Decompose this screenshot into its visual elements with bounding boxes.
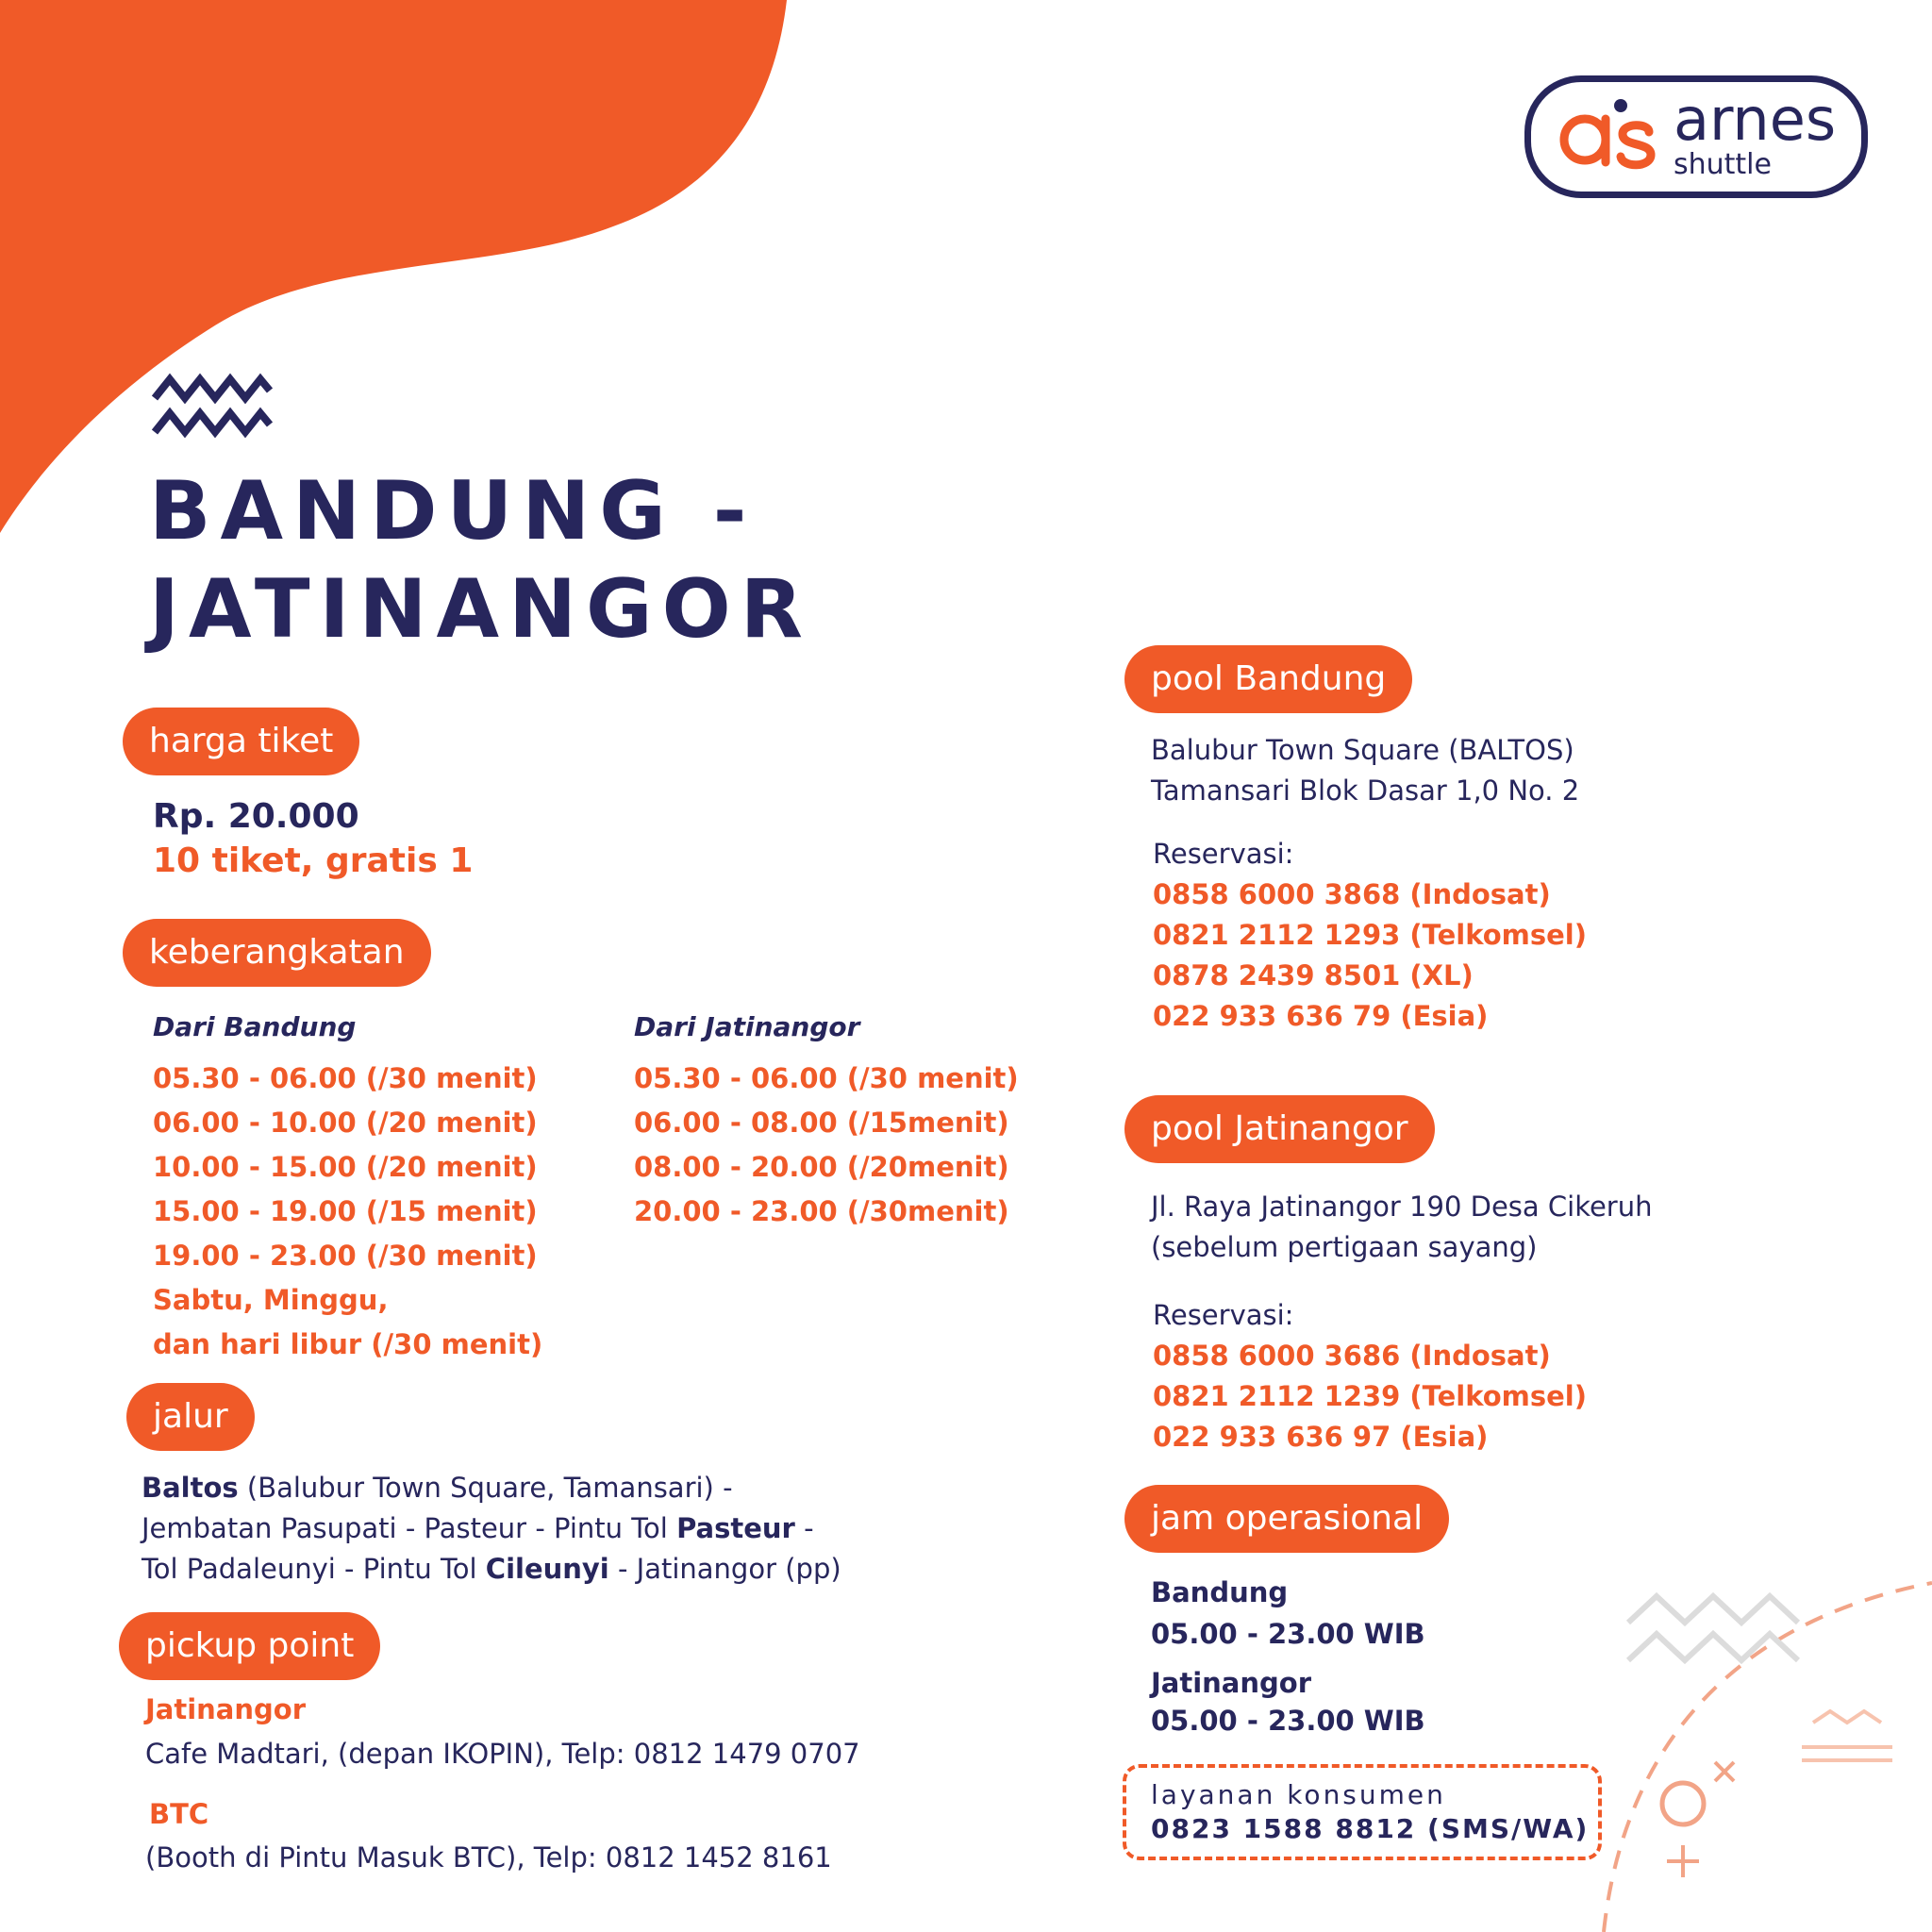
phone-number: 0878 2439 8501 (XL) — [1153, 959, 1474, 991]
address-line: Jl. Raya Jatinangor 190 Desa Cikeruh — [1151, 1191, 1653, 1223]
pool-bandung-address — [1151, 730, 1579, 811]
keberangkatan-pill: keberangkatan — [123, 919, 431, 987]
schedule-item: 19.00 - 23.00 (/30 menit) — [153, 1240, 538, 1272]
route-stop-cileunyi: Cileunyi — [485, 1553, 609, 1585]
pickup-btc-desc: (Booth di Pintu Masuk BTC), Telp: 0812 1452 8161 — [145, 1841, 832, 1874]
hours-jatinangor-time: 05.00 - 23.00 WIB — [1151, 1705, 1425, 1737]
schedule-jatinangor-list — [634, 1057, 1019, 1234]
schedule-item: 05.30 - 06.00 (/30 menit) — [634, 1062, 1019, 1094]
route-text: (Balubur Town Square, Tamansari) - — [238, 1472, 733, 1504]
address-line: Balubur Town Square (BALTOS) — [1151, 734, 1574, 766]
route-text: - Jatinangor (pp) — [608, 1553, 841, 1585]
harga-tiket-pill: harga tiket — [123, 708, 359, 775]
address-line: Tamansari Blok Dasar 1,0 No. 2 — [1151, 774, 1580, 807]
ticket-promo: 10 tiket, gratis 1 — [153, 841, 474, 880]
customer-service-number: 0823 1588 8812 (SMS/WA) — [1151, 1813, 1590, 1844]
pool-bandung-phones — [1153, 874, 1587, 1037]
hours-bandung-time: 05.00 - 23.00 WIB — [1151, 1618, 1425, 1650]
schedule-item: dan hari libur (/30 menit) — [153, 1328, 543, 1360]
schedule-item: 10.00 - 15.00 (/20 menit) — [153, 1151, 538, 1183]
ticket-price: Rp. 20.000 — [153, 797, 359, 836]
schedule-item: 06.00 - 10.00 (/20 menit) — [153, 1107, 538, 1139]
pool-jatinangor-address — [1151, 1187, 1653, 1268]
schedule-item: 20.00 - 23.00 (/30menit) — [634, 1195, 1009, 1227]
hours-bandung-name: Bandung — [1151, 1576, 1289, 1608]
title-line-1: BANDUNG - — [149, 464, 757, 558]
phone-number: 022 933 636 79 (Esia) — [1153, 1000, 1489, 1032]
pickup-jatinangor-desc: Cafe Madtari, (depan IKOPIN), Telp: 0812 1479 0707 — [145, 1738, 860, 1770]
address-line: (sebelum pertigaan sayang) — [1151, 1231, 1538, 1263]
logo-subtitle: shuttle — [1674, 148, 1772, 181]
pool-bandung-reservasi-label: Reservasi: — [1153, 838, 1294, 870]
schedule-bandung-heading: Dari Bandung — [153, 1011, 357, 1042]
phone-number: 0858 6000 3686 (Indosat) — [1153, 1340, 1551, 1372]
pickup-btc-name: BTC — [149, 1798, 209, 1830]
zigzag-icon — [151, 370, 274, 440]
customer-service-label: layanan konsumen — [1151, 1779, 1446, 1810]
title-line-2: JATINANGOR — [149, 562, 812, 657]
logo-mark — [1547, 94, 1660, 179]
route-stop-pasteur: Pasteur — [676, 1512, 795, 1544]
phone-number: 0858 6000 3868 (Indosat) — [1153, 878, 1551, 910]
route-text: Tol Padaleunyi - Pintu Tol — [142, 1553, 486, 1585]
phone-number: 0821 2112 1239 (Telkomsel) — [1153, 1380, 1587, 1412]
route-text: Jembatan Pasupati - Pasteur - Pintu Tol — [142, 1512, 677, 1544]
page-title — [149, 462, 812, 658]
schedule-item: 08.00 - 20.00 (/20menit) — [634, 1151, 1009, 1183]
schedule-item: 05.30 - 06.00 (/30 menit) — [153, 1062, 538, 1094]
route-description — [142, 1468, 841, 1590]
hours-jatinangor-name: Jatinangor — [1151, 1667, 1312, 1699]
pickup-jatinangor-name: Jatinangor — [145, 1693, 307, 1725]
jam-operasional-pill: jam operasional — [1124, 1485, 1449, 1553]
phone-number: 022 933 636 97 (Esia) — [1153, 1421, 1489, 1453]
schedule-jatinangor-heading: Dari Jatinangor — [634, 1011, 860, 1042]
logo-wordmark: arnes — [1674, 85, 1837, 154]
schedule-bandung-list — [153, 1057, 542, 1367]
route-stop-baltos: Baltos — [142, 1472, 239, 1504]
pool-jatinangor-pill: pool Jatinangor — [1124, 1095, 1435, 1163]
pickup-point-pill: pickup point — [119, 1612, 380, 1680]
decor-zigzag-icon — [1628, 1596, 1798, 1660]
jalur-pill: jalur — [126, 1383, 255, 1451]
schedule-item: 06.00 - 08.00 (/15menit) — [634, 1107, 1009, 1139]
pool-bandung-pill: pool Bandung — [1124, 645, 1412, 713]
schedule-item: Sabtu, Minggu, — [153, 1284, 389, 1316]
phone-number: 0821 2112 1293 (Telkomsel) — [1153, 919, 1587, 951]
route-text: - — [794, 1512, 814, 1544]
pool-jatinangor-reservasi-label: Reservasi: — [1153, 1299, 1294, 1331]
pool-jatinangor-phones — [1153, 1336, 1587, 1457]
schedule-item: 15.00 - 19.00 (/15 menit) — [153, 1195, 538, 1227]
